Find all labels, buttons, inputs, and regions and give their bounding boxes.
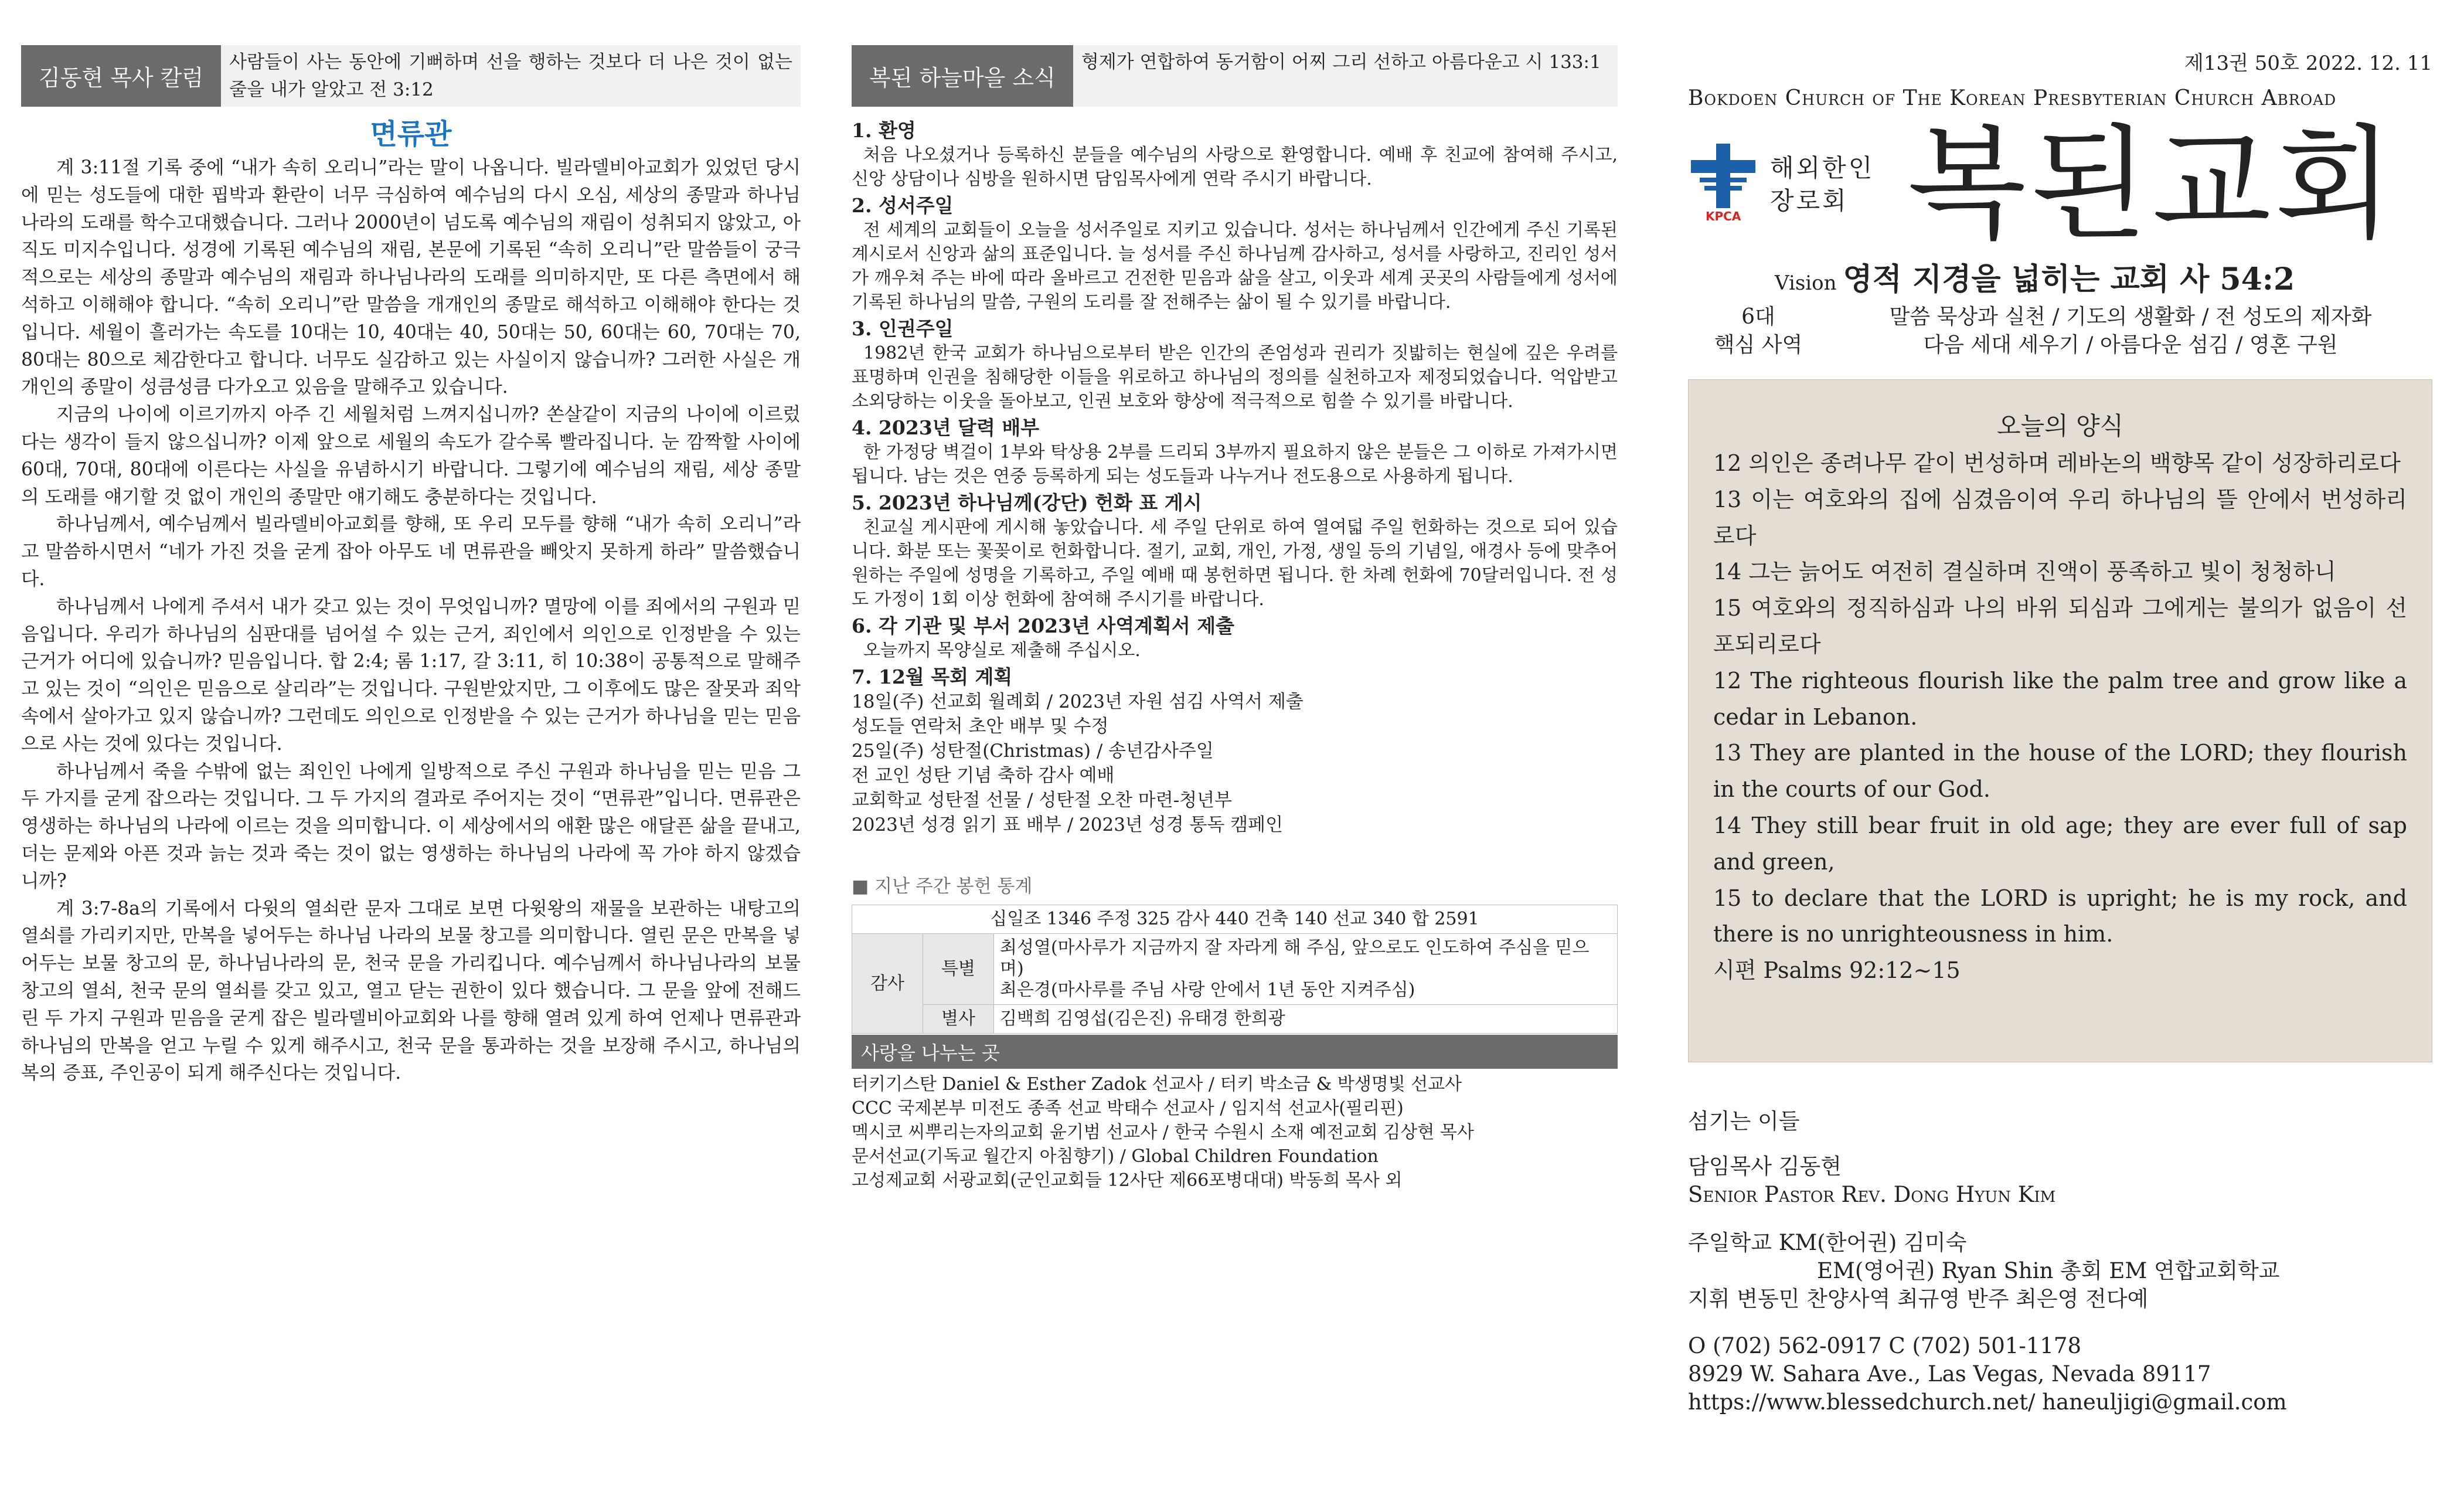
masthead-column (1688, 0, 2432, 1416)
stats-beopsa-names: 김백희 김영섭(김은진) 유태경 한희광 (994, 1005, 1618, 1034)
vision-label: Vision (1775, 271, 1837, 295)
news-tag: 복된 하늘마을 소식 (852, 45, 1073, 107)
schedule-line: 교회학교 성탄절 선물 / 성탄절 오찬 마련-청년부 (852, 790, 1233, 811)
kpca-label: KPCA (1706, 209, 1741, 223)
core-ministry-label-line: 6대 (1741, 305, 1775, 329)
stats-gamsa-label: 감사 (852, 934, 923, 1034)
stats-special-label: 특별 (923, 934, 994, 1005)
share-line: 멕시코 씨뿌리는자의교회 윤기범 선교사 / 한국 수원시 소재 예전교회 김상현 목사 (852, 1122, 1474, 1143)
news-item-heading: 1. 환영 (852, 119, 916, 142)
schedule (852, 689, 1618, 837)
offering-stats-table (852, 905, 1618, 1034)
schedule-line: 18일(주) 선교회 월례회 / 2023년 자원 섬김 사역서 제출 (852, 691, 1304, 712)
logo-row (1688, 113, 2432, 256)
stats-beopsa-label: 별사 (923, 1005, 994, 1034)
news-column (852, 0, 1618, 1192)
core-ministry-label (1688, 303, 1829, 359)
staff-list (1688, 1153, 2432, 1416)
column-title: 면류관 (370, 118, 452, 151)
news-item-heading: 5. 2023년 하나님께(강단) 헌화 표 게시 (852, 491, 1202, 514)
denomination-line: 장로회 (1770, 186, 1849, 215)
denomination (1770, 152, 1874, 218)
stats-summary: 십일조 1346 주정 325 감사 440 건축 140 선교 340 합 2591 (852, 905, 1618, 934)
column-paragraph: 하나님께서, 예수님께서 빌라델비아교회를 향해, 또 우리 모두를 향해 “내가 속히 오리니”라고 말씀하시면서 “네가 가진 것을 굳게 잡아 아무도 네 면류관을 빼앗지 못하게 하라” 말씀했습니다. (21, 514, 801, 590)
denomination-line: 해외한인 (1770, 154, 1875, 182)
sunday-school-line: 주일학교 KM(한어권) 김미숙 (1688, 1230, 1967, 1255)
daily-bread-title: 오늘의 양식 (1996, 412, 2124, 440)
share-line: 문서선교(기독교 월간지 아침향기) / Global Children Foundation (852, 1146, 1379, 1167)
column-paragraph: 계 3:7-8a의 기록에서 다윗의 열쇠란 문자 그대로 보면 다윗왕의 재물을 보관하는 내탕고의 열쇠를 가리키지만, 만복을 넣어두는 하나님 나라의 보물 창고를 의미합니다. 열린 문은 만복을 넣어두는 보물 창고의 문, 하나님나라의 문, 천국 문을 가리킵니다. 예수님께서 하나님나라의 보물 창고의 열쇠, 천국 문의 열쇠를 갖고 있고, 열고 닫는 권한이 있다 했습니다. 그 문을 앞에 전해드린 두 가지 구원과 믿음을 굳게 잡은 빌라델비아교회와 나를 향해 열려 있게 하여 언제나 면류관과 하나님의 만복을 얻고 누릴 수 있게 해주시고, 천국 문을 통과하는 것을 보장해 주시고, 하나님의 복의 증표, 주인공이 되게 해주신다는 것입니다. (21, 898, 801, 1084)
share-line: 고성제교회 서광교회(군인교회들 12사단 제66포병대대) 박동희 목사 외 (852, 1170, 1403, 1191)
daily-bread-verse: 13 They are planted in the house of the LORD; they flourish in the courts of our God. (1713, 740, 2407, 803)
column-paragraph: 계 3:11절 기록 중에 “내가 속히 오리니”라는 말이 나옵니다. 빌라델비아교회가 있었던 당시에 믿는 성도들에 대한 핍박과 환란이 너무 극심하여 예수님의 다시 오심, 세상의 종말과 하나님 나라의 도래를 학수고대했습니다. 그러나 2000년이 넘도록 예수님의 재림이 성취되지 않았고, 아직도 미지수입니다. 성경에 기록된 예수님의 재림, 본문에 기록된 “속히 오리니”란 말씀들이 궁극적으로는 세상의 종말과 예수님의 재림과 하나님나라의 도래를 의미하지만, 또 다른 측면에서 해석하고 이해해야 합니다. “속히 오리니”란 말씀을 개개인의 종말로 해석하고 이해해야 한다는 것입니다. 세월이 흘러가는 속도를 10대는 10, 40대는 40, 50대는 50, 60대는 60, 70대는 70, 80대는 80으로 체감한다고 합니다. 너무도 실감하고 있는 사실이지 않습니까? 그러한 사실은 개개인의 종말이 성큼성큼 다가오고 있음을 말해주고 있습니다. (21, 157, 801, 398)
column-verse: 사람들이 사는 동안에 기뻐하며 선을 행하는 것보다 더 나은 것이 없는 줄을 내가 알았고 전 3:12 (221, 45, 801, 107)
daily-bread-verse: 14 They still bear fruit in old age; they are ever full of sap and green, (1713, 812, 2407, 875)
news-header (852, 45, 1618, 107)
column-paragraph: 하나님께서 나에게 주셔서 내가 갖고 있는 것이 무엇입니까? 멸망에 이를 죄에서의 구원과 믿음입니다. 우리가 하나님의 심판대를 넘어설 수 있는 근거, 죄인에서 의인으로 인정받을 수 있는 근거가 어디에 있습니까? 믿음입니다. 합 2:4; 롬 1:17, 갈 3:11, 히 10:38이 공통적으로 말해주고 있는 것이 “의인은 믿음으로 살리라”는 것입니다. 구원받았지만, 그 이후에도 많은 잘못과 죄악 속에서 살아가고 있지 않습니까? 그런데도 의인으로 인정받을 수 있는 근거가 하나님을 믿는 믿음으로 사는 것에 있다는 것입니다. (21, 596, 801, 755)
offering-stats-title: ■ 지난 주간 봉헌 통계 (852, 876, 1033, 897)
core-ministry-line: 말씀 묵상과 실천 / 기도의 생활화 / 전 성도의 제자화 (1889, 305, 2372, 329)
church-english-name: Bokdoen Church of The Korean Presbyterian Church Abroad (1688, 86, 2337, 110)
core-ministry (1688, 303, 2432, 359)
pastor-korean: 담임목사 김동현 (1688, 1154, 1842, 1179)
daily-bread-verse: 15 여호와의 정직하심과 나의 바위 되심과 그에게는 불의가 없음이 선포되리로다 (1713, 595, 2407, 657)
core-ministry-lines (1829, 303, 2432, 359)
staff-title: 섬기는 이들 (1688, 1109, 1800, 1134)
news-item-body: 1982년 한국 교회가 하나님으로부터 받은 인간의 존엄성과 권리가 짓밟히는 현실에 깊은 우려를 표명하며 인권을 침해당한 이들을 위로하고 하나님의 정의를 실천하고자 제정되었습니다. 억압받고 소외당하는 이웃을 돌아보고, 인권 보호와 향상에 적극적으로 힘쓸 수 있기를 바랍니다. (852, 343, 1618, 412)
news-item-body: 처음 나오셨거나 등록하신 분들을 예수님의 사랑으로 환영합니다. 예배 후 친교에 참여해 주시고, 신앙 상담이나 심방을 원하시면 담임목사에게 연락 주시기 바랍니다. (852, 145, 1618, 189)
column-paragraph: 지금의 나이에 이르기까지 아주 긴 세월처럼 느껴지십니까? 쏜살같이 지금의 나이에 이르렀다는 생각이 들지 않으십니까? 이제 앞으로 세월의 속도가 갈수록 빨라집니다. 눈 깜짝할 사이에 60대, 70대, 80대에 이른다는 사실을 유념하시기 바랍니다. 그렇기에 예수님의 재림, 세상 종말의 도래를 얘기할 것 없이 개인의 종말만 얘기해도 충분하다는 것입니다. (21, 404, 801, 508)
stats-special: 최성열(마사루가 지금까지 잘 자라게 해 주심, 앞으로도 인도하여 주심을 믿으며) 최은경(마사루를 주님 사랑 안에서 1년 동안 지켜주심) (994, 934, 1618, 1005)
core-ministry-line: 다음 세대 세우기 / 아름다운 섬김 / 영혼 구원 (1923, 333, 2338, 357)
schedule-line: 전 교인 성탄 기념 축하 감사 예배 (852, 765, 1115, 786)
daily-bread-verse: 14 그는 늙어도 여전히 결실하며 진액이 풍족하고 빛이 청청하니 (1713, 559, 2336, 585)
daily-bread-verse: 13 이는 여호와의 집에 심겼음이여 우리 하나님의 뜰 안에서 번성하리로다 (1713, 486, 2407, 549)
news-item-body: 전 세계의 교회들이 오늘을 성서주일로 지키고 있습니다. 성서는 하나님께서 인간에게 주신 기록된 계시로서 신앙과 삶의 표준입니다. 늘 성서를 주신 하나님께 감사하고, 성서를 사랑하고, 진리인 성서가 깨우쳐 주는 바에 따라 올바르고 건전한 믿음과 삶을 살고, 이웃과 세계 곳곳의 사람들에게 성서에 기록된 하나님의 말씀, 구원의 도리를 잘 전해주는 삶이 될 수 있기를 바랍니다. (852, 220, 1618, 312)
news-item-heading: 3. 인권주일 (852, 317, 954, 340)
news-item-body: 친교실 게시판에 게시해 놓았습니다. 세 주일 단위로 하여 열여덟 주일 헌화하는 것으로 되어 있습니다. 화분 또는 꽃꽂이로 헌화합니다. 절기, 교회, 개인, 가정, 생일 등의 기념일, 애경사 등에 맞추어 원하는 주일에 성명을 기록하고, 주일 예배 때 봉헌하면 됩니다. 한 차례 헌화에 70달러입니다. 전 성도 가정이 1회 이상 헌화에 참여해 주시기를 바랍니다. (852, 517, 1618, 610)
phone-line: O (702) 562-0917 C (702) 501-1178 (1688, 1333, 2082, 1358)
news-item-body: 오늘까지 목양실로 제출해 주십시오. (863, 640, 1141, 661)
news-list (852, 118, 1618, 837)
pastor-column (21, 0, 801, 1087)
sunday-school-line: EM(영어권) Ryan Shin 총회 EM 연합교회학교 (1817, 1258, 2280, 1283)
church-name: 복된교회 (1907, 113, 2397, 256)
news-item-heading: 7. 12월 목회 계획 (852, 665, 1013, 688)
daily-bread-reference: 시편 Psalms 92:12~15 (1713, 957, 1961, 984)
vision-text: 영적 지경을 넓히는 교회 사 54:2 (1843, 261, 2295, 297)
vision (1775, 254, 2432, 298)
web-line[interactable]: https://www.blessedchurch.net/ haneuljigi@gmail.com (1688, 1389, 2287, 1415)
column-tag: 김동현 목사 칼럼 (21, 45, 221, 107)
core-ministry-label-line: 핵심 사역 (1714, 333, 1803, 357)
daily-bread-verse: 12 The righteous flourish like the palm tree and grow like a cedar in Lebanon. (1713, 667, 2407, 730)
daily-bread-verse: 12 의인은 종려나무 같이 번성하며 레바논의 백향목 같이 성장하리로다 (1713, 450, 2401, 476)
share-list (852, 1072, 1618, 1192)
schedule-line: 성도들 연락처 초안 배부 및 수정 (852, 716, 1109, 737)
kpca-cross-icon (1688, 144, 1758, 226)
share-line: CCC 국제본부 미전도 종족 선교 박태수 선교사 / 임지석 선교사(필리핀) (852, 1098, 1404, 1119)
share-line: 터키기스탄 Daniel & Esther Zadok 선교사 / 터키 박소금 & 박생명빛 선교사 (852, 1074, 1462, 1095)
share-title: 사랑을 나누는 곳 (852, 1035, 1618, 1069)
news-item-heading: 2. 성서주일 (852, 194, 954, 217)
news-item-heading: 6. 각 기관 및 부서 2023년 사역계획서 제출 (852, 614, 1235, 637)
daily-bread-verse: 15 to declare that the LORD is upright; he is my rock, and there is no unrighteousness in him. (1713, 885, 2407, 947)
news-item-heading: 4. 2023년 달력 배부 (852, 416, 1040, 439)
choir-line: 지휘 변동민 찬양사역 최규영 반주 최은영 전다예 (1688, 1286, 2149, 1311)
issue-number: 제13권 50호 2022. 12. 11 (2184, 52, 2432, 75)
news-item-body: 한 가정당 벽걸이 1부와 탁상용 2부를 드리되 3부까지 필요하지 않은 분들은 그 이하로 가져가시면 됩니다. 남는 것은 연중 등록하게 되는 성도들과 나누거나 전도용으로 사용하게 됩니다. (852, 442, 1618, 487)
address-line: 8929 W. Sahara Ave., Las Vegas, Nevada 89117 (1688, 1361, 2211, 1387)
column-paragraph: 하나님께서 죽을 수밖에 없는 죄인인 나에게 일방적으로 주신 구원과 하나님을 믿는 믿음 그 두 가지를 굳게 잡으라는 것입니다. 그 두 가지의 결과로 주어지는 것이 “면류관”입니다. 면류관은 영생하는 하나님의 나라에 이르는 것을 의미합니다. 이 세상에서의 애환 많은 애달픈 삶을 끝내고, 더는 문제와 아픈 것과 늙는 것과 죽는 것이 없는 영생하는 하나님의 나라에 꼭 가야 하지 않겠습니까? (21, 760, 801, 892)
schedule-line: 25일(주) 성탄절(Christmas) / 송년감사주일 (852, 740, 1214, 762)
schedule-line: 2023년 성경 읽기 표 배부 / 2023년 성경 통독 캠페인 (852, 814, 1284, 835)
column-header (21, 45, 801, 107)
pastor-english: Senior Pastor Rev. Dong Hyun Kim (1688, 1182, 2056, 1207)
news-verse: 형제가 연합하여 동거함이 어찌 그리 선하고 아름다운고 시 133:1 (1073, 45, 1618, 107)
daily-bread-box (1688, 379, 2432, 1062)
